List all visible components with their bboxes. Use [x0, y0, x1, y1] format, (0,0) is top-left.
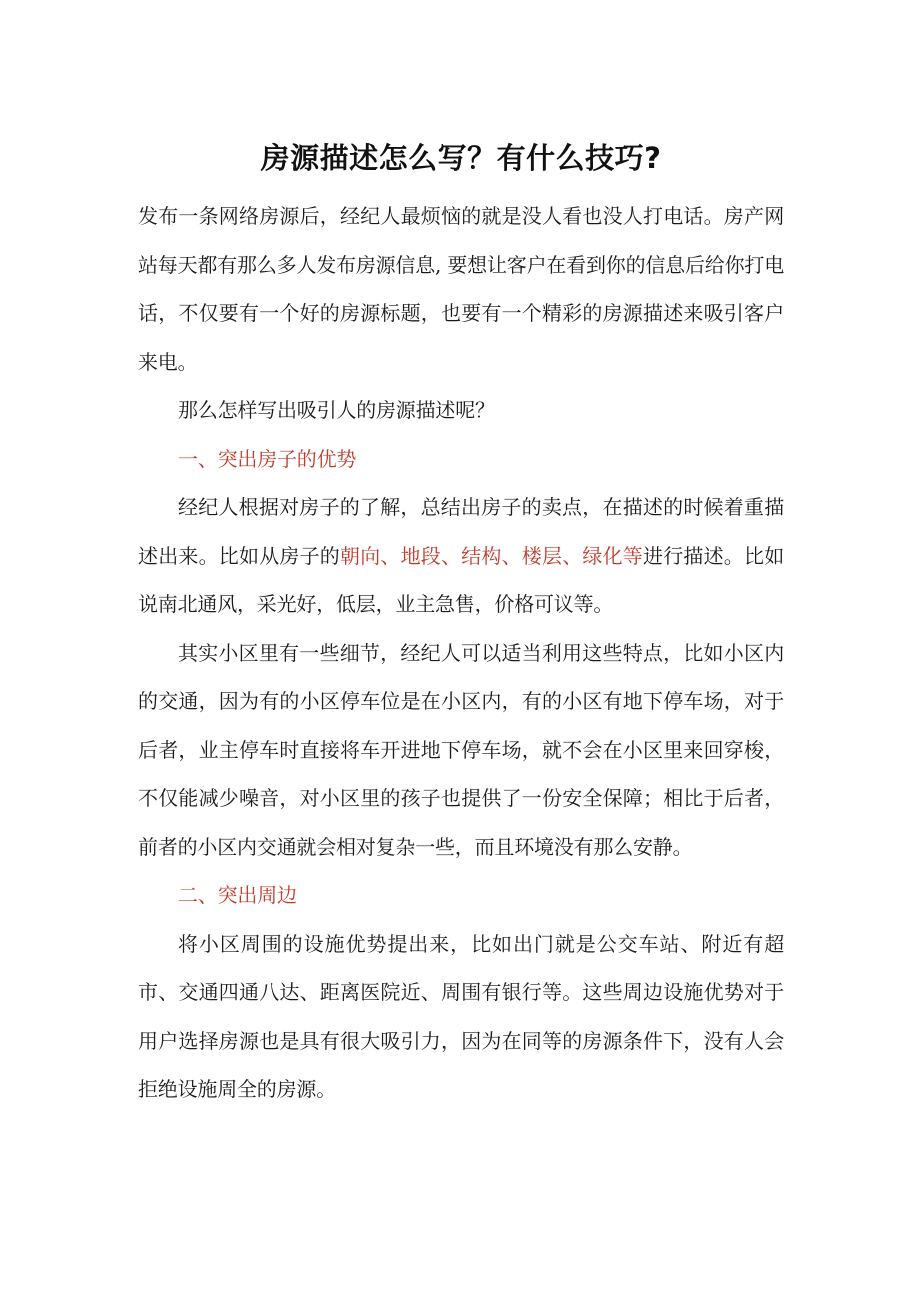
- paragraph-community-details: 其实小区里有一些细节，经纪人可以适当利用这些特点，比如小区内的交通，因为有的小区停车位是在小区内，有的小区有地下停车场，对于后者，业主停车时直接将车开进地下停车场，就不会在小区里来回穿梭，不仅能减少噪音，对小区里的孩子也提供了一份安全保障；相比于后者，前者的小区内交通就会相对复杂一些，而且环境没有那么安静。: [138, 640, 784, 859]
- paragraph-question: 那么怎样写出吸引人的房源描述呢？: [178, 398, 495, 422]
- page-title: 房源描述怎么写？有什么技巧?: [260, 141, 662, 176]
- paragraph-text: 进行描述。比如说南北通风，采光好，低层，业主急售，价格可议等。: [138, 543, 784, 616]
- paragraph-text: 经纪人根据对房子的了解，总结出房子的卖点，在描述的时候着重描述出来。比如从房子的: [138, 495, 784, 568]
- highlighted-features: 朝向、地段、结构、楼层、绿化等: [340, 543, 643, 568]
- paragraph-intro: 发布一条网络房源后，经纪人最烦恼的就是没人看也没人打电话。房产网站每天都有那么多人发布房源信息, 要想让客户在看到你的信息后给你打电话，不仅要有一个好的房源标题，也要有一个精彩的房源描述来吸引客户来电。: [138, 204, 784, 374]
- paragraph-facilities: 将小区周围的设施优势提出来，比如出门就是公交车站、附近有超市、交通四通八达、距离医院近、周围有银行等。这些周边设施优势对于用户选择房源也是具有很大吸引力，因为在同等的房源条件下，没有人会拒绝设施周全的房源。: [138, 931, 784, 1101]
- paragraph-selling-points: [138, 483, 784, 629]
- article-body: [138, 192, 784, 1114]
- section-heading-advantages: 一、突出房子的优势: [178, 446, 357, 471]
- section-heading-surroundings: 二、突出周边: [178, 883, 297, 907]
